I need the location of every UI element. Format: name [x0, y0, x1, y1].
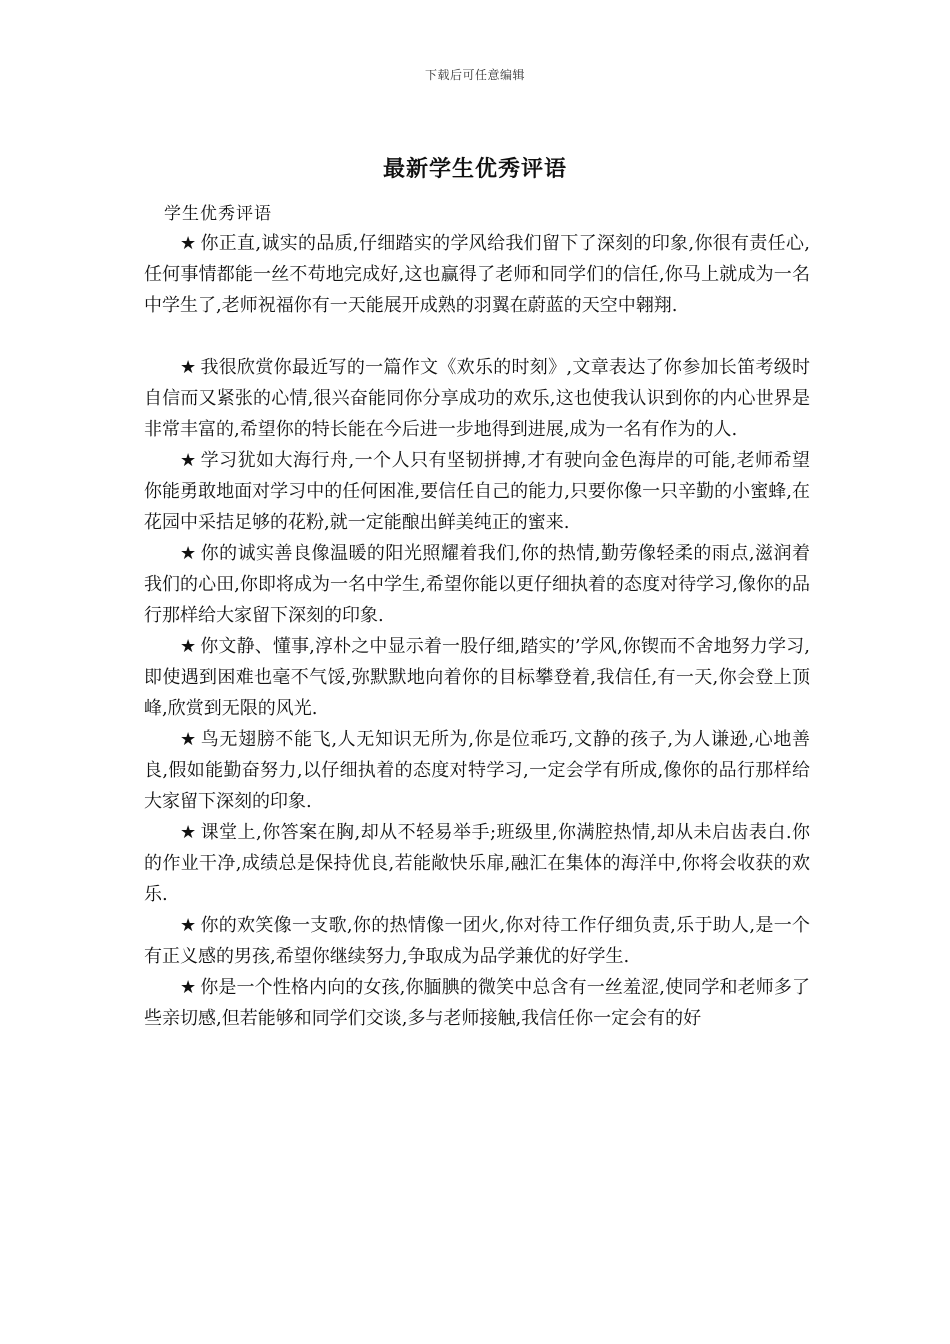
- comment-text: 课堂上,你答案在胸,却从不轻易举手;班级里,你满腔热情,却从未启齿表白.你的作业干净,成绩总是保持优良,若能敞快乐扉,融汇在集体的海洋中,你将会收获的欢乐.: [144, 822, 811, 905]
- star-icon: ★: [180, 233, 197, 254]
- star-icon: ★: [180, 977, 197, 998]
- comment-paragraph-3: [144, 445, 810, 538]
- comment-paragraph-2: [144, 352, 810, 445]
- header-note: 下载后可任意编辑: [424, 68, 525, 82]
- star-icon: ★: [180, 543, 197, 564]
- star-icon: ★: [180, 915, 197, 936]
- star-icon: ★: [180, 450, 197, 471]
- comment-text: 你的诚实善良像温暖的阳光照耀着我们,你的热情,勤劳像轻柔的雨点,滋润着我们的心田,你即将成为一名中学生,希望你能以更仔细执着的态度对待学习,像你的品行那样给大家留下深刻的印象.: [144, 543, 810, 626]
- comment-text: 鸟无翅膀不能飞,人无知识无所为,你是位乖巧,文静的孩子,为人谦逊,心地善良,假如能勤奋努力,以仔细执着的态度对特学习,一定会学有所成,像你的品行那样给大家留下深刻的印象.: [144, 729, 811, 812]
- comment-paragraph-6: [144, 724, 810, 817]
- star-icon: ★: [180, 357, 197, 378]
- star-icon: ★: [180, 822, 197, 843]
- comment-paragraph-5: [144, 631, 810, 724]
- document-subtitle: 学生优秀评语: [164, 204, 272, 224]
- page-title: 最新学生优秀评语: [382, 156, 567, 182]
- comment-text: 学习犹如大海行舟,一个人只有坚韧拼搏,才有驶向金色海岸的可能,老师希望你能勇敢地面对学习中的任何困准,要信任自己的能力,只要你像一只辛勤的小蜜蜂,在花园中采拮足够的花粉,就一定能酿出鲜美纯正的蜜来.: [144, 450, 810, 533]
- comment-text: 你的欢笑像一支歌,你的热情像一团火,你对待工作仔细负责,乐于助人,是一个有正义感的男孩,希望你继续努力,争取成为品学兼优的好学生.: [144, 915, 811, 967]
- comment-text: 我很欣赏你最近写的一篇作文《欢乐的时刻》,文章表达了你参加长笛考级时自信而又紧张的心情,很兴奋能同你分享成功的欢乐,这也使我认识到你的内心世界是非常丰富的,希望你的特长能在今后进一步地得到进展,成为一名有作为的人.: [144, 357, 810, 440]
- comment-paragraph-9: [144, 972, 810, 1034]
- comment-paragraph-7: [144, 817, 810, 910]
- comment-paragraph-1: [144, 228, 810, 321]
- comment-list: [144, 228, 810, 1034]
- comment-paragraph-4: [144, 538, 810, 631]
- star-icon: ★: [180, 729, 197, 750]
- comment-text: 你正直,诚实的品质,仔细踏实的学风给我们留下了深刻的印象,你很有责任心,任何事情都能一丝不苟地完成好,这也赢得了老师和同学们的信任,你马上就成为一名中学生了,老师祝福你有一天能展开成熟的羽翼在蔚蓝的天空中翱翔.: [144, 233, 811, 316]
- comment-text: 你文静、懂事,淳朴之中显示着一股仔细,踏实的’学风,你锲而不舍地努力学习,即使遇到困难也毫不气馁,弥默默地向着你的目标攀登着,我信任,有一天,你会登上顶峰,欣赏到无限的风光.: [144, 636, 810, 719]
- comment-text: 你是一个性格内向的女孩,你腼腆的微笑中总含有一丝羞涩,使同学和老师多了些亲切感,但若能够和同学们交谈,多与老师接触,我信任你一定会有的好: [144, 977, 810, 1029]
- comment-paragraph-8: [144, 910, 810, 972]
- star-icon: ★: [180, 636, 197, 657]
